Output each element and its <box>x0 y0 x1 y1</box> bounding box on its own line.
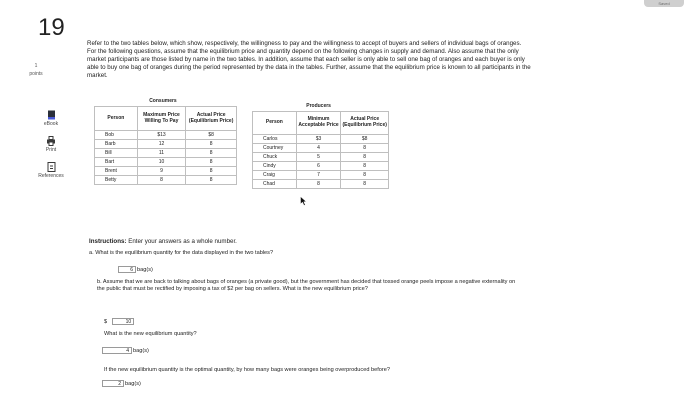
producer-min: 5 <box>296 153 341 162</box>
consumer-max: 11 <box>137 149 186 158</box>
table-row <box>95 131 237 140</box>
answer-b3-unit: bag(s) <box>125 380 141 387</box>
answer-b2-row <box>102 347 149 354</box>
producers-table <box>252 103 389 189</box>
points-label: points <box>29 71 43 77</box>
references-label: References <box>38 173 64 179</box>
question-a-text: a. What is the equilibrium quantity for the data displayed in the two tables? <box>89 250 274 256</box>
producer-name: Cindy <box>253 162 297 171</box>
table-row <box>95 140 237 149</box>
producer-min: 8 <box>296 180 341 189</box>
answer-b2-unit: bag(s) <box>133 347 149 354</box>
consumer-actual: 8 <box>186 149 237 158</box>
ebook-label: eBook <box>43 121 59 127</box>
producer-actual: 8 <box>341 153 389 162</box>
answer-b3-input[interactable]: 2 <box>102 380 124 387</box>
producers-spacer <box>253 103 297 112</box>
question-b-text: b. Assume that we are back to talking about bags of oranges (a private good), but the government has decided that tossed orange peels impose a negative externality on the public that must be rectified by imposing a tax of $2 per bag on sellers. What is the new equilibrium price? <box>97 279 516 292</box>
producer-min: 7 <box>296 171 341 180</box>
points-value: 1 <box>34 63 38 69</box>
producers-header-actual: Actual Price (Equilibrium Price) <box>341 112 389 135</box>
producers-group-header: Producers <box>306 103 331 110</box>
table-row <box>95 149 237 158</box>
question-number: 19 <box>38 14 65 41</box>
instructions <box>89 238 237 245</box>
consumer-name: Bill <box>95 149 138 158</box>
answer-b-currency: $ <box>104 318 108 325</box>
print-label: Print <box>45 147 57 153</box>
producer-min: 4 <box>296 144 341 153</box>
instructions-label: Instructions: <box>89 238 127 245</box>
instructions-text: Enter your answers as a whole number. <box>128 238 237 245</box>
producer-name: Carlos <box>253 135 297 144</box>
consumers-header-person: Person <box>95 107 138 131</box>
print-icon <box>46 136 56 146</box>
table-row <box>253 144 389 153</box>
consumer-name: Bob <box>95 131 138 140</box>
intro-paragraph: Refer to the two tables below, which show, respectively, the willingness to pay and the willingness to accept of buyers and sellers of individual bags of oranges. For the following questions, assume that the equilibrium price and quantity depend on the following changes in supply and demand. Also assume that the only market participants are those listed by name in the two tables. In addition, assume that each seller is only able to sell one bag of oranges and each buyer is only able to buy one bag of oranges during the period represented by the data in the tables. Further, assume that the equilibrium price is known to all participants in the market. <box>87 40 531 79</box>
table-row <box>95 158 237 167</box>
producer-actual: 8 <box>341 180 389 189</box>
consumers-group-header: Consumers <box>149 98 177 105</box>
consumer-name: Barb <box>95 140 138 149</box>
table-row <box>253 135 389 144</box>
consumer-actual: 8 <box>186 167 237 176</box>
table-row <box>253 153 389 162</box>
consumers-spacer <box>95 98 138 107</box>
consumer-name: Bart <box>95 158 138 167</box>
table-row <box>95 167 237 176</box>
references-tool[interactable] <box>25 162 77 179</box>
consumer-name: Betty <box>95 176 138 185</box>
producer-name: Craig <box>253 171 297 180</box>
table-row <box>95 176 237 185</box>
table-row <box>253 171 389 180</box>
table-row <box>253 162 389 171</box>
consumer-actual: 8 <box>186 176 237 185</box>
question-b3-text: If the new equilibrium quantity is the optimal quantity, by how many bags were oranges being overproduced before? <box>104 367 390 373</box>
producer-actual: 8 <box>341 171 389 180</box>
answer-a-input[interactable]: 6 <box>118 266 136 273</box>
answer-a-unit: bag(s) <box>137 266 153 273</box>
producer-actual: 8 <box>341 144 389 153</box>
consumers-table <box>94 98 237 185</box>
producer-min: 6 <box>296 162 341 171</box>
print-tool[interactable] <box>25 136 77 153</box>
answer-b-input[interactable]: 10 <box>112 318 134 325</box>
answer-b2-input[interactable]: 4 <box>102 347 132 354</box>
producers-header-min: Minimum Acceptable Price <box>296 112 341 135</box>
producer-min: $3 <box>296 135 341 144</box>
consumer-actual: 8 <box>186 140 237 149</box>
consumer-actual: 8 <box>186 158 237 167</box>
mouse-cursor-icon <box>300 196 307 206</box>
ebook-tool[interactable] <box>25 110 77 127</box>
consumer-max: 12 <box>137 140 186 149</box>
answer-b-row <box>104 318 134 325</box>
answer-b3-row <box>102 380 141 387</box>
producers-header-person: Person <box>253 112 297 135</box>
consumers-header-max: Maximum Price Willing To Pay <box>137 107 186 131</box>
producer-name: Courtney <box>253 144 297 153</box>
ebook-icon <box>47 110 56 120</box>
references-icon <box>47 162 56 172</box>
table-row <box>253 180 389 189</box>
consumer-max: 9 <box>137 167 186 176</box>
producer-actual: $8 <box>341 135 389 144</box>
consumers-header-actual: Actual Price (Equilibrium Price) <box>186 107 237 131</box>
saved-status: Saved <box>644 0 684 7</box>
question-b2-text: What is the new equilibrium quantity? <box>104 331 197 337</box>
producer-actual: 8 <box>341 162 389 171</box>
consumer-actual: $8 <box>186 131 237 140</box>
producer-name: Chad <box>253 180 297 189</box>
consumer-max: 8 <box>137 176 186 185</box>
consumer-name: Brent <box>95 167 138 176</box>
points-info <box>26 62 46 78</box>
answer-a-row <box>118 266 153 273</box>
producer-name: Chuck <box>253 153 297 162</box>
consumer-max: 10 <box>137 158 186 167</box>
consumer-max: $13 <box>137 131 186 140</box>
